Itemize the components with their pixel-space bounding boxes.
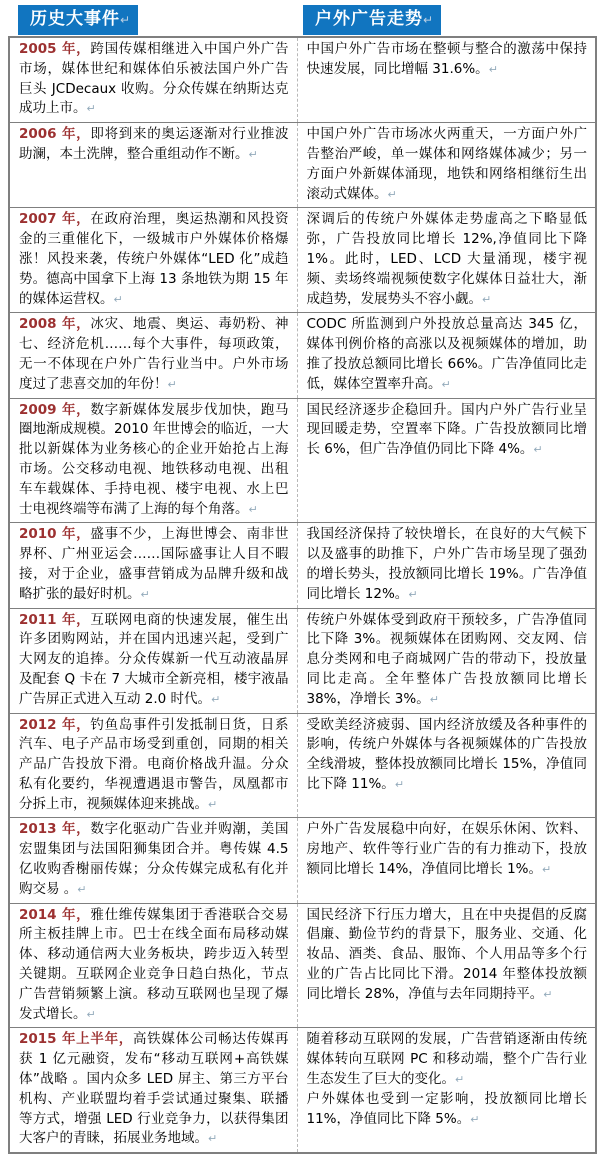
table-row-2013 [9, 818, 596, 903]
trend-text: 户外广告发展稳中向好，在娱乐休闲、饮料、房地产、软件等行业广告的有力推动下，投放额同比增长 14%，净值同比增长 1%。 [306, 821, 587, 878]
paragraph-return-mark: ↵ [455, 1073, 465, 1087]
table-row-2009 [9, 398, 596, 523]
event-cell-2015 [9, 1028, 297, 1153]
event-cell-2005 [9, 37, 297, 123]
paragraph-return-mark: ↵ [387, 187, 397, 201]
year-label: 2011 年， [19, 611, 91, 628]
paragraph-return-mark: ↵ [208, 1132, 218, 1146]
table-row-2005 [9, 37, 596, 123]
year-label: 2014 年， [19, 906, 91, 923]
paragraph-return-mark: ↵ [441, 377, 451, 391]
trend-text: 我国经济保持了较快增长，在良好的大气候下以及盛事的助推下，户外广告市场呈现了强劲的增长势头，投放额同比增长 19%。广告净值同比增长 12%。 [306, 526, 587, 602]
trend-cell-2009 [297, 398, 596, 523]
trend-cell-2012 [297, 713, 596, 818]
paragraph-return-mark: ↵ [113, 292, 123, 306]
paragraph-return-mark: ↵ [86, 1007, 96, 1021]
trend-text: 随着移动互联网的发展，广告营销逐渐由传统媒体转向互联网 PC 和移动端，整个广告行业生态发生了巨大的变化。 [306, 1031, 587, 1088]
paragraph-return-mark: ↵ [167, 377, 177, 391]
year-label: 2005 年， [19, 41, 91, 57]
trend-cell-2010 [297, 523, 596, 608]
trend-cell-2007 [297, 208, 596, 313]
right-header-badge [303, 5, 441, 35]
trend-text: 中国户外广告市场在整顿与整合的激荡中保持快速发展，同比增幅 31.6%。 [306, 41, 587, 77]
trend-text: 深调后的传统户外媒体走势虚高之下略显低弥，广告投放同比增长 12%,净值同比下降 1%。此时，LED、LCD 大量涌现，楼宇视频、卖场终端视频使数字化媒体日益壮大，渐成趋势，发展势头不容小觑。 [306, 211, 587, 307]
paragraph-return-mark: ↵ [543, 987, 553, 1001]
trend-paragraph [307, 1090, 588, 1130]
right-header-label: 户外广告走势 [315, 9, 423, 29]
paragraph-return-mark: ↵ [488, 62, 498, 76]
table-row-2007 [9, 208, 596, 313]
event-text: 跨国传媒相继进入中国户外广告市场，媒体世纪和媒体伯乐被法国户外广告巨头 JCDecaux 收购。分众传媒在纳斯达克成功上市。 [19, 41, 289, 117]
event-cell-2010 [9, 523, 297, 608]
table-row-2010 [9, 523, 596, 608]
trend-cell-2011 [297, 608, 596, 713]
trend-paragraph [307, 1030, 588, 1089]
paragraph-return-mark: ↵ [140, 587, 150, 601]
table-row-2012 [9, 713, 596, 818]
trend-text: 国民经济下行压力增大，且在中央提倡的反腐倡廉、勤俭节约的背景下，服务业、交通、化妆品、酒类、食品、服饰、个人用品等多个行业的广告占比同比下滑。2014 年整体投放额同比增长 28%，净值与去年同期持平。 [306, 906, 587, 1002]
event-text: 数字新媒体发展步伐加快，跑马圈地渐成规模。2010 年世博会的临近，一大批以新媒体为业务核心的企业开始抢占上海市场。公交移动电视、地铁移动电视、出租车车载媒体、手持电视、楼宇电视、水上巴士电视终端等布满了上海的每个角落。 [19, 401, 289, 517]
event-text: 互联网电商的快速发展，催生出许多团购网站，并在国内迅速兴起，受到广大网友的追捧。分众传媒新一代互动液晶屏及配套 Q 卡在 7 大城市全新亮相，楼宇液晶广告屏正式进入互动 2.0 时代。 [19, 611, 289, 707]
column-headers [0, 0, 602, 36]
event-cell-2012 [9, 713, 297, 818]
event-text: 高铁媒体公司畅达传媒再获 1 亿元融资，发布“移动互联网+高铁媒体”战略 。国内众多 LED 屏主、第三方平台机构、产业联盟均着手尝试通过聚集、联播等方式，增强 LED 行业竞争力，以获得集团大客户的青睐，拓展业务地域。 [19, 1031, 289, 1147]
table-row-2014 [9, 903, 596, 1028]
table-row-2006 [9, 123, 596, 208]
paragraph-return-mark: ↵ [408, 587, 418, 601]
event-cell-2008 [9, 313, 297, 398]
paragraph-return-mark: ↵ [120, 13, 131, 27]
event-cell-2013 [9, 818, 297, 903]
table-row-2015 [9, 1028, 596, 1153]
trend-text: 受欧美经济疲弱、国内经济放缓及各种事件的影响，传统户外媒体与各视频媒体的广告投放全线滑坡，整体投放额同比增长 15%，净值同比下降 11%。 [306, 716, 587, 792]
event-cell-2009 [9, 398, 297, 523]
trend-cell-2006 [297, 123, 596, 208]
paragraph-return-mark: ↵ [248, 147, 258, 161]
trend-cell-2013 [297, 818, 596, 903]
event-cell-2011 [9, 608, 297, 713]
paragraph-return-mark: ↵ [208, 797, 218, 811]
trend-cell-2014 [297, 903, 596, 1028]
event-text: 即将到来的奥运逐渐对行业推波助澜，本土洗牌，整合重组动作不断。 [19, 126, 289, 162]
trend-cell-2008 [297, 313, 596, 398]
event-cell-2006 [9, 123, 297, 208]
paragraph-return-mark: ↵ [470, 1112, 480, 1126]
trend-text: 传统户外媒体受到政府干预较多，广告净值同比下降 3%。视频媒体在团购网、交友网、信息分类网和电子商城网广告的带动下，投放量同比走高。全年整体广告投放额同比增长 38%，净增长 3%。 [306, 611, 587, 707]
trend-cell-2015 [297, 1028, 596, 1153]
trend-text: 国民经济逐步企稳回升。国内户外广告行业呈现回暖走势，空置率下降。广告投放额同比增长 6%，但广告净值仍同比下降 4%。 [306, 401, 587, 458]
year-label: 2015 年上半年， [19, 1031, 133, 1048]
event-text: 盛事不少，上海世博会、南非世界杯、广州亚运会……国际盛事让人目不暇接，对于企业，盛事营销成为品牌升级和战略扩张的最好时机。 [19, 526, 289, 602]
event-cell-2007 [9, 208, 297, 313]
year-label: 2013 年， [19, 821, 91, 838]
paragraph-return-mark: ↵ [533, 443, 543, 457]
event-text: 在政府治理，奥运热潮和风投资金的三重催化下，一级城市户外媒体价格爆涨！风投来袭，传统户外媒体“LED 化”成趋势。德高中国拿下上海 13 条地铁为期 15 年的媒体运营权。 [19, 211, 289, 307]
paragraph-return-mark: ↵ [211, 692, 221, 706]
year-label: 2008 年， [19, 316, 91, 333]
trend-text: CODC 所监测到户外投放总量高达 345 亿，媒体刊例价格的高涨以及视频媒体的增加，助推了投放总额同比增长 66%。广告净值同比走低，媒体空置率升高。 [306, 316, 587, 392]
left-header-badge [18, 5, 138, 35]
event-text: 钓鱼岛事件引发抵制日货，日系汽车、电子产品市场受到重创，同期的相关产品广告投放下滑。电商价格战升温。分众私有化要约，华视遭遇退市警告，凤凰都市分拆上市，视频媒体迎来挑战。 [19, 716, 289, 812]
event-text: 雅仕维传媒集团于香港联合交易所主板挂牌上市。巴士在线全面布局移动媒体、移动通信两大业务板块，跨步迈入转型关键期。互联网企业竞争日趋白热化，节点广告营销频繁上演。移动互联网也呈现了爆发式增长。 [19, 906, 289, 1022]
paragraph-return-mark: ↵ [77, 882, 87, 896]
year-label: 2009 年， [19, 401, 91, 418]
year-label: 2007 年， [19, 211, 91, 228]
year-label: 2006 年， [19, 126, 91, 143]
paragraph-return-mark: ↵ [423, 13, 434, 27]
year-label: 2010 年， [19, 526, 91, 543]
table-row-2008 [9, 313, 596, 398]
left-header-label: 历史大事件 [30, 9, 120, 29]
trend-text: 中国户外广告市场冰火两重天，一方面户外广告整治严峻，单一媒体和网络媒体减少；另一方面户外新媒体涌现，地铁和网络相继衍生出滚动式媒体。 [306, 126, 587, 202]
trend-text: 户外媒体也受到一定影响，投放额同比增长 11%，净值同比下降 5%。 [306, 1090, 587, 1127]
event-cell-2014 [9, 903, 297, 1028]
year-label: 2012 年， [19, 716, 91, 733]
timeline-table [8, 36, 597, 1154]
paragraph-return-mark: ↵ [429, 692, 439, 706]
trend-cell-2005 [297, 37, 596, 123]
paragraph-return-mark: ↵ [394, 777, 405, 791]
table-row-2011 [9, 608, 596, 713]
paragraph-return-mark: ↵ [482, 292, 492, 306]
paragraph-return-mark: ↵ [86, 102, 96, 116]
event-text: 数字化驱动广告业并购潮，美国宏盟集团与法国阳狮集团合并。粤传媒 4.5 亿收购香榭丽传媒；分众传媒完成私有化并购交易 。 [19, 821, 289, 897]
paragraph-return-mark: ↵ [542, 863, 552, 877]
paragraph-return-mark: ↵ [248, 502, 258, 516]
event-text: 冰灾、地震、奥运、毒奶粉、神七、经济危机……每个大事件，每项政策，无一不体现在户外广告行业当中。户外市场度过了悲喜交加的年份！ [19, 316, 289, 392]
